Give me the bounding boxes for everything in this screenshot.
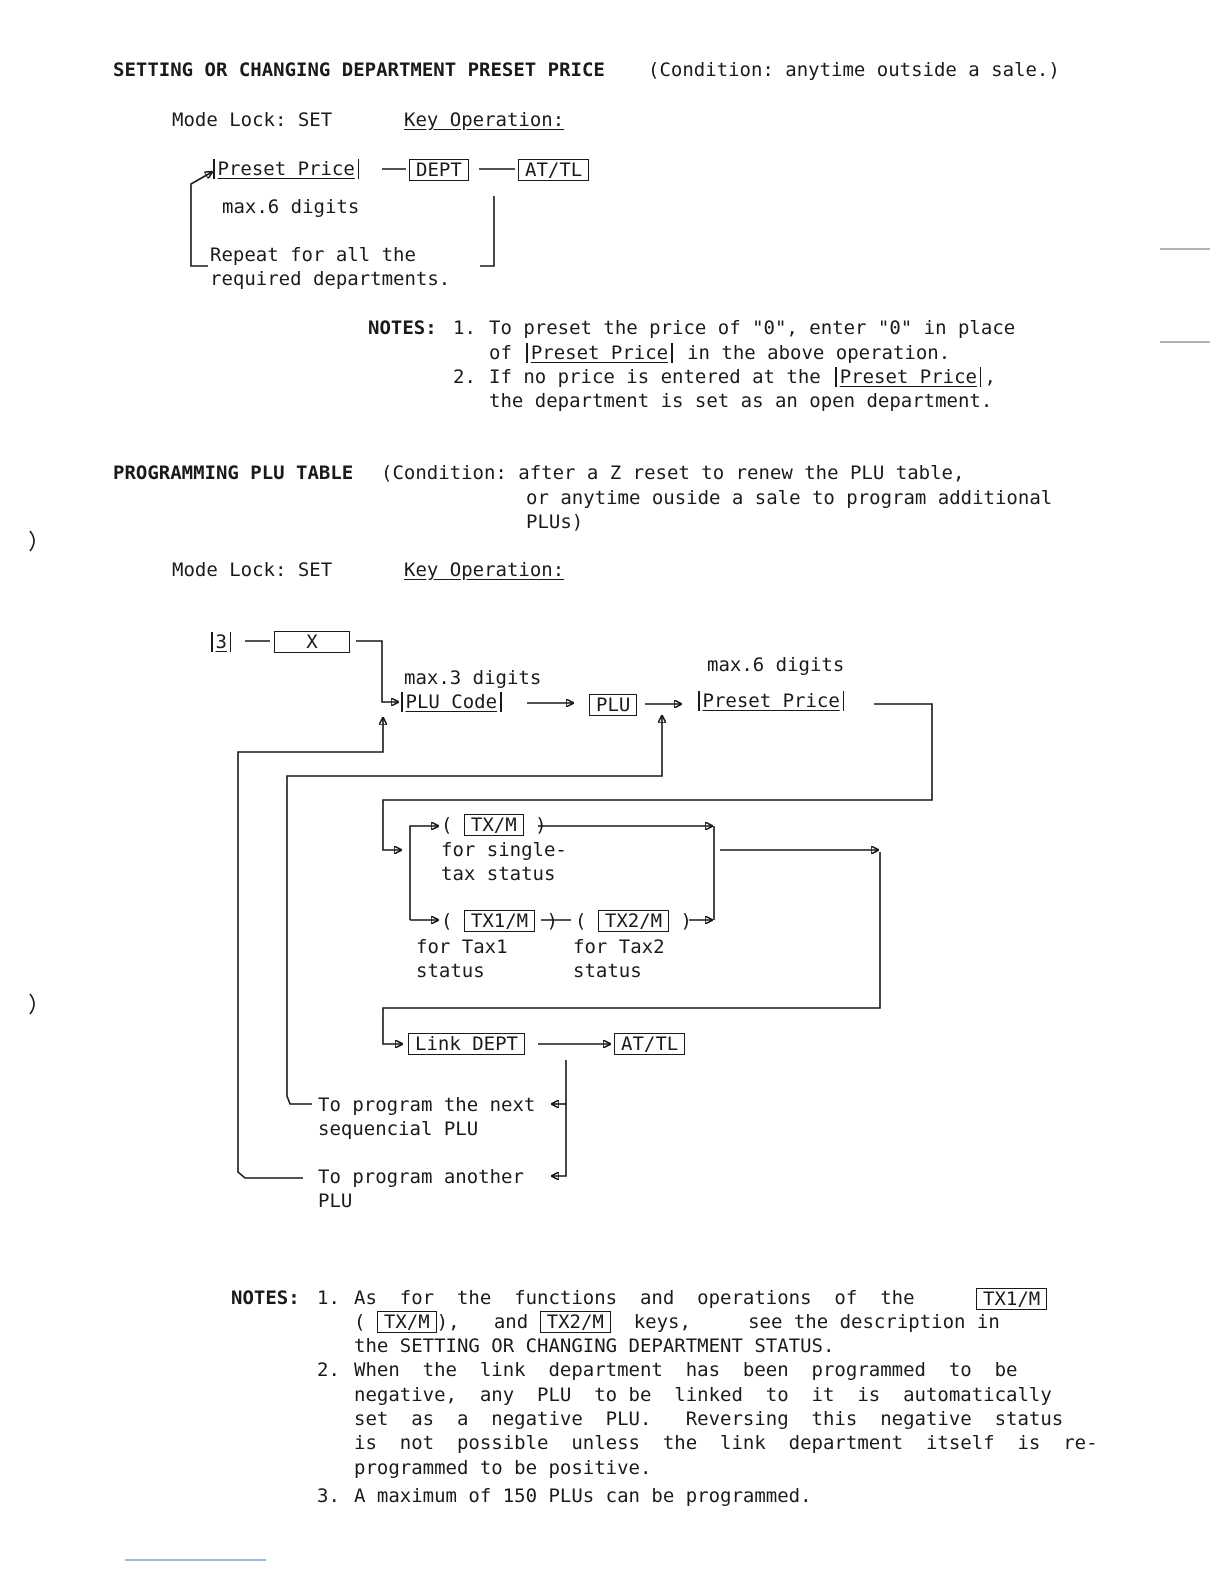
notes2-n3-line1: A maximum of 150 PLUs can be programmed. bbox=[354, 1485, 812, 1507]
note1-preset-price: Preset Price bbox=[530, 342, 669, 364]
plu-key: PLU bbox=[589, 694, 637, 716]
note1-tail: in the above operation. bbox=[687, 342, 951, 364]
digit-3: 3 bbox=[215, 631, 227, 653]
tx1m-paren: ( TX1/M ) bbox=[441, 910, 558, 932]
margin-mark-2 bbox=[30, 994, 34, 1014]
plu-max3-digits: max.3 digits bbox=[404, 667, 542, 689]
next-plu-line2: sequencial PLU bbox=[318, 1118, 479, 1140]
s1-repeat-right bbox=[480, 196, 494, 266]
tax1-line1: for Tax1 bbox=[416, 936, 508, 958]
section1-condition: (Condition: anytime outside a sale.) bbox=[648, 59, 1060, 81]
notes2-n2-line2: negative, any PLU to be linked to it is automatically bbox=[354, 1384, 1052, 1406]
s1-repeat-loop bbox=[191, 172, 212, 266]
section1-note1-line1: To preset the price of "0", enter "0" in place bbox=[489, 317, 1016, 339]
notes2-label: NOTES: bbox=[231, 1287, 300, 1309]
preset-price-label: Preset Price bbox=[217, 158, 355, 180]
notes2-tx1m-key: TX1/M bbox=[976, 1288, 1047, 1310]
x-key: X bbox=[274, 631, 350, 653]
txm-paren: ( TX/M ) bbox=[441, 814, 547, 836]
plu-code-label: PLU Code bbox=[405, 691, 498, 713]
section1-note1-number: 1. bbox=[453, 317, 476, 339]
section1-repeat-line1: Repeat for all the bbox=[210, 244, 416, 266]
tax2-line1: for Tax2 bbox=[573, 936, 665, 958]
next-plu-line1: To program the next bbox=[318, 1094, 536, 1116]
notes2-n3-number: 3. bbox=[317, 1485, 340, 1507]
section2-heading: PROGRAMMING PLU TABLE bbox=[113, 462, 354, 484]
notes2-txm-key: TX/M bbox=[377, 1311, 437, 1333]
tax1-line2: status bbox=[416, 960, 485, 982]
single-tax-line1: for single- bbox=[441, 839, 567, 861]
single-tax-line2: tax status bbox=[441, 863, 556, 885]
txm-key: TX/M bbox=[464, 814, 524, 836]
section2-condition-line1: (Condition: after a Z reset to renew the PLU table, bbox=[381, 462, 965, 484]
notes2-n2-line4: is not possible unless the link department itself is re- bbox=[354, 1432, 1098, 1454]
note1-of: of bbox=[489, 342, 512, 364]
section1-repeat-line2: required departments. bbox=[210, 268, 451, 290]
notes2-n1-line1: As for the functions and operations of the bbox=[354, 1287, 915, 1309]
note2-pre: If no price is entered at the bbox=[489, 366, 821, 388]
notes2-tx2m-key: TX2/M bbox=[540, 1311, 611, 1333]
notes2-n2-line5: programmed to be positive. bbox=[354, 1457, 652, 1479]
s2-line-price-tax bbox=[383, 704, 932, 850]
another-plu-line1: To program another bbox=[318, 1166, 524, 1188]
section1-note2-line2: the department is set as an open department. bbox=[489, 390, 993, 412]
notes2-n1-line2: ( TX/M ), and TX2/M keys, see the description in bbox=[354, 1311, 1000, 1333]
s2-line-down-another bbox=[552, 1060, 566, 1176]
notes2-n2-number: 2. bbox=[317, 1359, 340, 1381]
s2-loop-next-plu bbox=[287, 716, 662, 1104]
margin-mark-1 bbox=[30, 531, 34, 551]
section2-condition-line2: or anytime ouside a sale to program additional bbox=[526, 487, 1053, 509]
s2-line-to-link bbox=[383, 852, 880, 1044]
s2-line-x-plu bbox=[356, 641, 398, 702]
section1-note2-number: 2. bbox=[453, 366, 476, 388]
plu-preset-price-label: Preset Price bbox=[702, 690, 840, 712]
section1-heading: SETTING OR CHANGING DEPARTMENT PRESET PRICE bbox=[113, 59, 605, 81]
tx2m-paren: ( TX2/M ) bbox=[575, 910, 692, 932]
note2-preset-price: Preset Price bbox=[839, 366, 977, 388]
section2-key-operation-label: Key Operation: bbox=[404, 559, 565, 581]
notes2-n2-line3: set as a negative PLU. Reversing this negative status bbox=[354, 1408, 1064, 1430]
notes2-n1-number: 1. bbox=[317, 1287, 340, 1309]
section1-key-operation-label: Key Operation: bbox=[404, 109, 565, 131]
dept-key: DEPT bbox=[409, 159, 469, 181]
section1-mode-lock: Mode Lock: SET bbox=[172, 109, 333, 131]
link-dept-key: Link DEPT bbox=[408, 1033, 525, 1055]
note2-comma: , bbox=[984, 366, 996, 388]
tax2-line2: status bbox=[573, 960, 642, 982]
tx2m-key: TX2/M bbox=[598, 910, 669, 932]
notes2-n1-and: ), and bbox=[436, 1311, 529, 1333]
tx1m-key: TX1/M bbox=[464, 910, 535, 932]
notes2-n2-line1: When the link department has been programmed to be bbox=[354, 1359, 1018, 1381]
section1-max-digits: max.6 digits bbox=[222, 196, 360, 218]
section1-notes-label: NOTES: bbox=[368, 317, 437, 339]
notes2-n1-keys: keys, see the description in bbox=[633, 1311, 1000, 1333]
plu-max6-digits: max.6 digits bbox=[707, 654, 845, 676]
section2-condition-line3: PLUs) bbox=[526, 511, 584, 533]
attl-key-section1: AT/TL bbox=[518, 159, 589, 181]
section2-mode-lock: Mode Lock: SET bbox=[172, 559, 333, 581]
another-plu-line2: PLU bbox=[318, 1190, 353, 1212]
s2-loop-another-plu bbox=[238, 718, 383, 1178]
s2-line-to-txm bbox=[410, 826, 438, 920]
notes2-n1-line3: the SETTING OR CHANGING DEPARTMENT STATUS. bbox=[354, 1335, 835, 1357]
attl-key-section2: AT/TL bbox=[614, 1033, 685, 1055]
